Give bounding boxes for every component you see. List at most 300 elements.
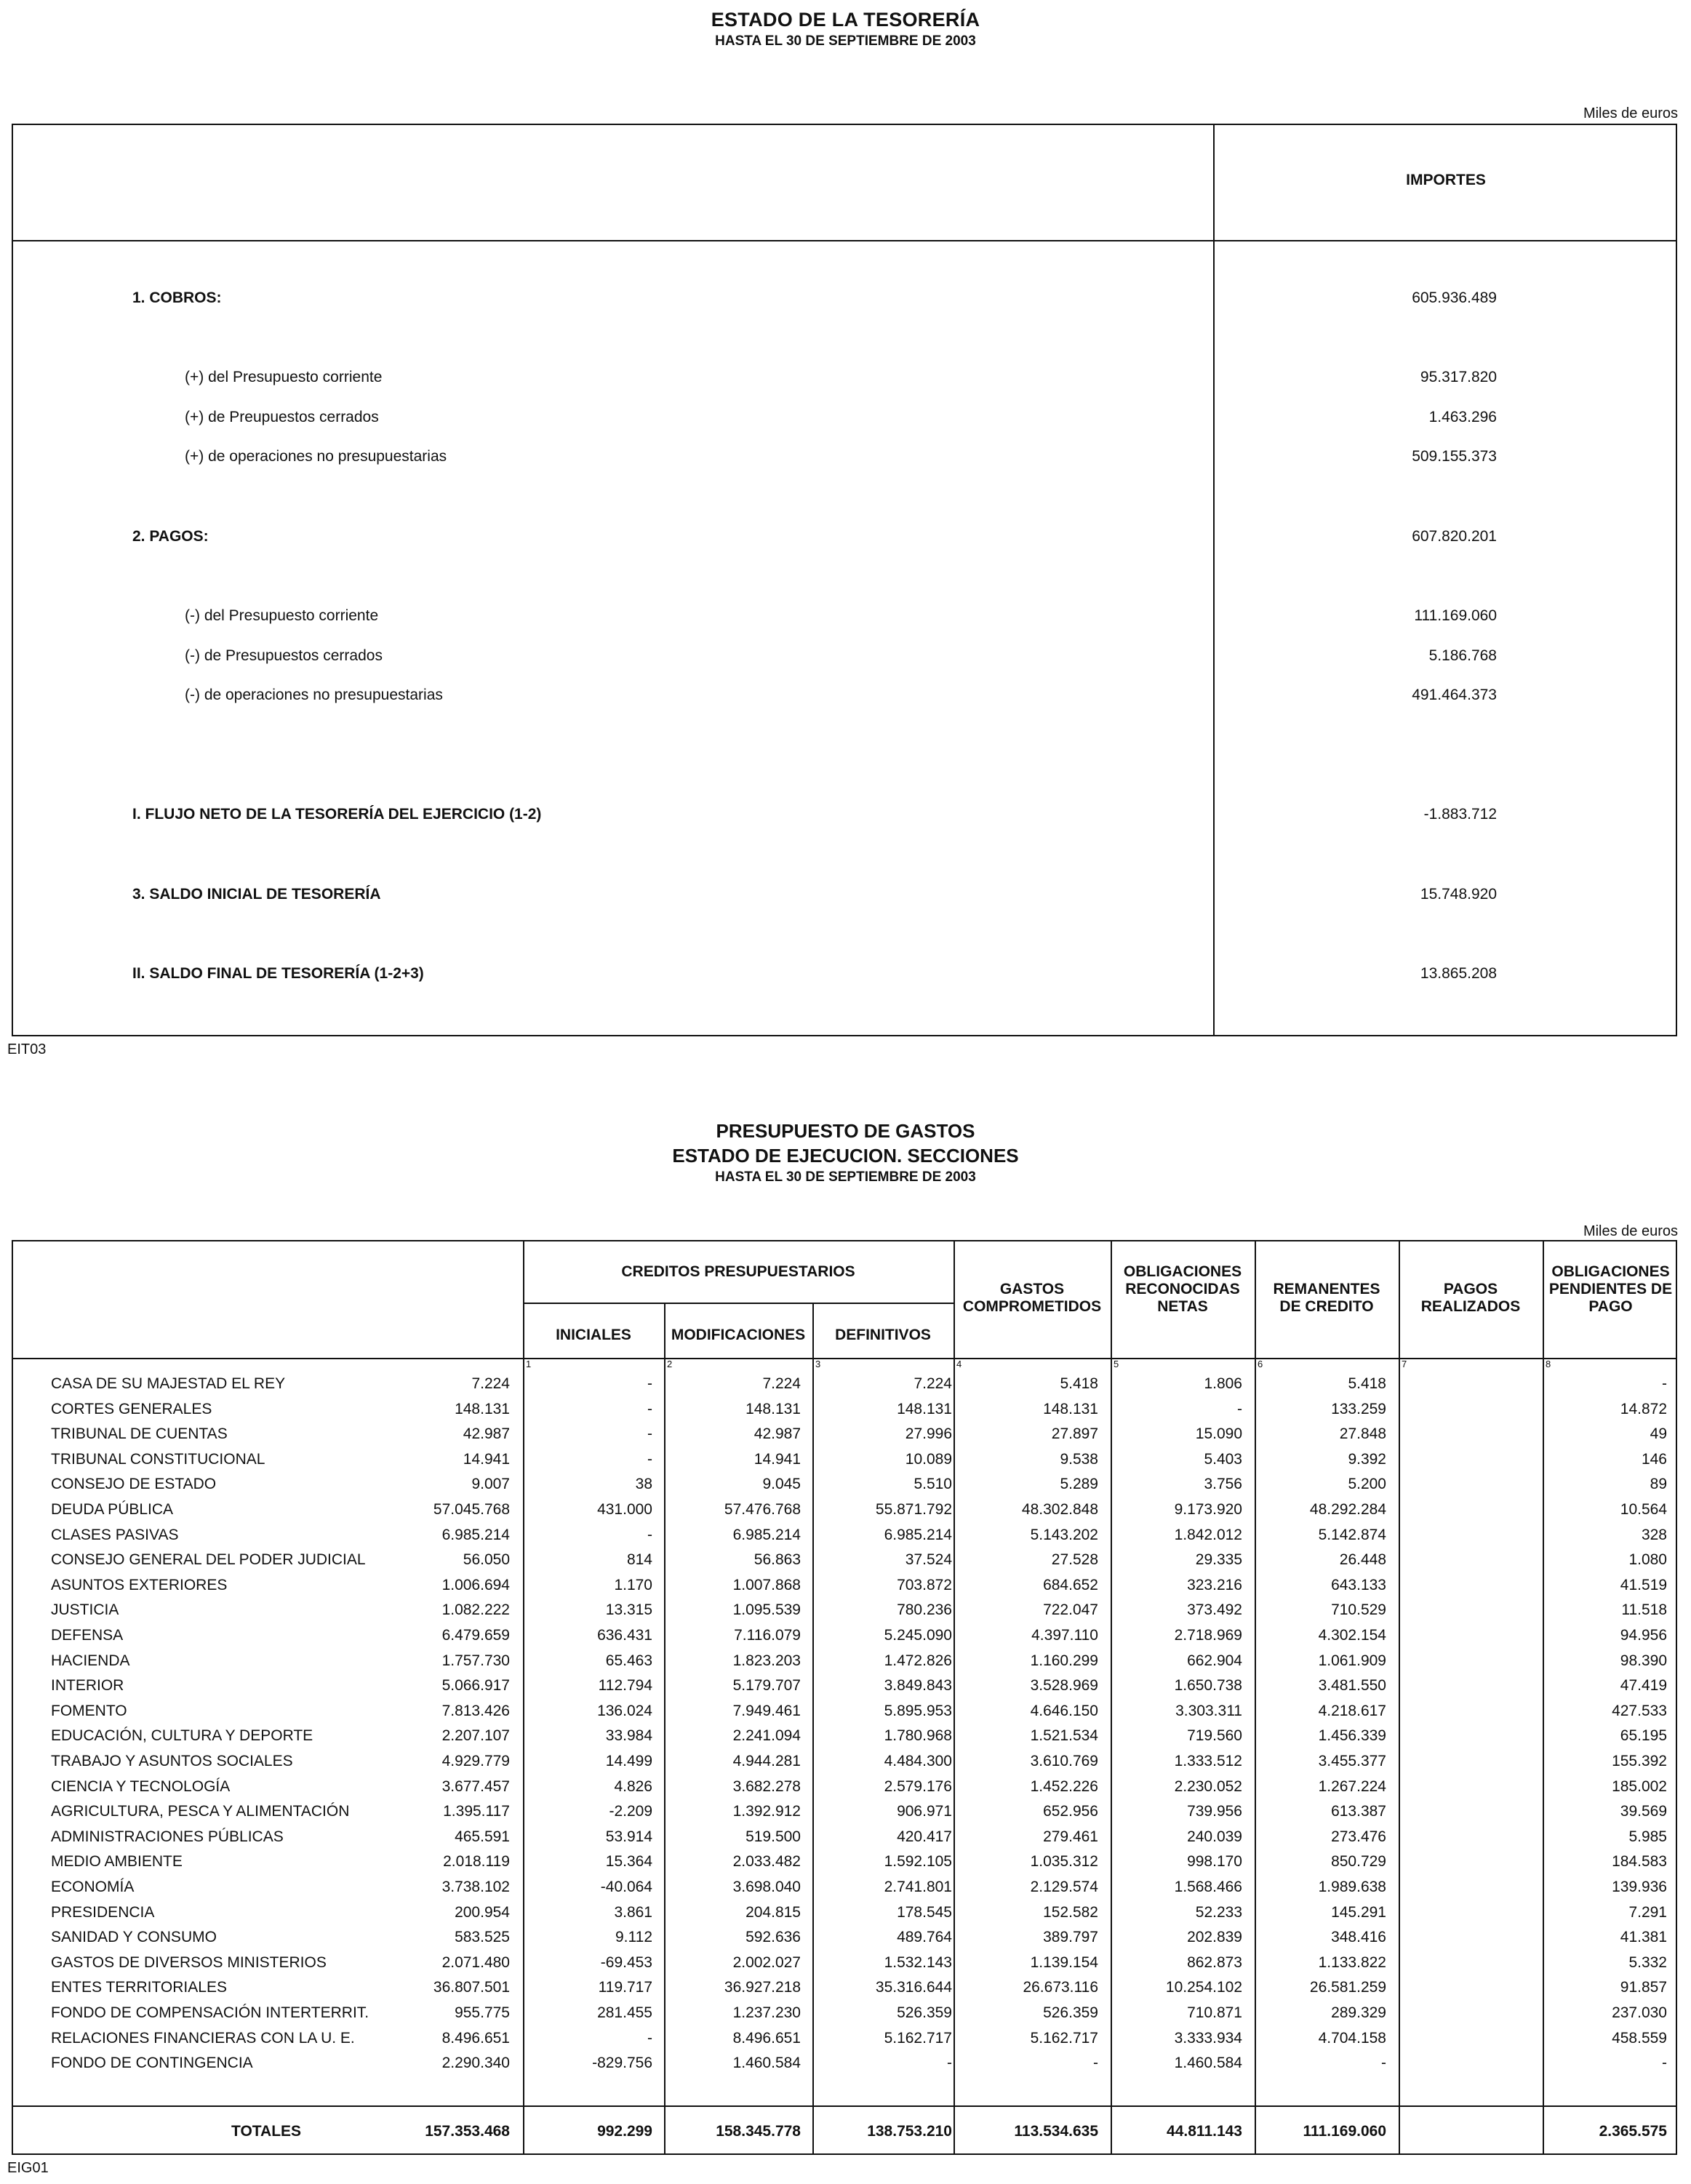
treasury-row: (+) de operaciones no presupuestarias 509.155.373	[185, 448, 1497, 465]
cell-value: 39.569	[1620, 1803, 1667, 1820]
section-name: ENTES TERRITORIALES	[51, 1979, 227, 1996]
cell-value: 7.813.426	[441, 1702, 510, 1719]
cell-value: 5.162.717	[1030, 2029, 1098, 2047]
cell-value: 89	[1650, 1476, 1667, 1493]
cell-value: 9.392	[1348, 1450, 1386, 1468]
section-name: TRIBUNAL DE CUENTAS	[51, 1425, 228, 1443]
cell-value: 27.897	[1051, 1425, 1098, 1443]
cell-value: 3.849.843	[884, 1677, 952, 1695]
cell-value: 4.944.281	[732, 1753, 801, 1769]
treasury-code: EIT03	[7, 1041, 47, 1057]
cell-value: 4.397.110	[1031, 1627, 1098, 1644]
section-name: CLASES PASIVAS	[51, 1526, 179, 1543]
table-row	[13, 2055, 1676, 2079]
cell-value: -829.756	[592, 2055, 652, 2072]
cell-value: 41.381	[1620, 1929, 1667, 1946]
cell-value: 1.823.203	[732, 1652, 801, 1669]
table-row	[13, 1476, 1676, 1500]
cell-value: 862.873	[1187, 1953, 1242, 1971]
cell-value: 2.018.119	[443, 1853, 510, 1871]
cell-value: 112.794	[598, 1677, 652, 1695]
cell-value: 65.195	[1620, 1727, 1667, 1745]
cell-value: 42.987	[753, 1425, 801, 1443]
cell-value: 202.839	[1187, 1929, 1242, 1946]
cell-value: -40.064	[600, 1879, 652, 1895]
cell-value: 1.095.539	[732, 1601, 801, 1619]
section-name: GASTOS DE DIVERSOS MINISTERIOS	[51, 1953, 327, 1971]
cell-value: 35.316.644	[875, 1979, 952, 1996]
cell-value: 906.971	[897, 1803, 952, 1820]
cell-value: 27.528	[1051, 1551, 1098, 1569]
cell-value: 145.291	[1331, 1903, 1386, 1921]
cell-value: 237.030	[1612, 2004, 1667, 2021]
cell-value: 152.582	[1043, 1903, 1098, 1921]
table-row	[13, 1753, 1676, 1777]
cell-value: 98.390	[1620, 1652, 1667, 1669]
table-row	[13, 1954, 1676, 1979]
cell-value: 1.082.222	[441, 1601, 510, 1619]
cell-value: 26.673.116	[1023, 1979, 1098, 1996]
cell-value: 48.302.848	[1021, 1501, 1098, 1518]
col-number: 5	[1114, 1359, 1119, 1369]
cell-value: 7.291	[1628, 1903, 1667, 1921]
gastos-comprometidos-header: GASTOS COMPROMETIDOS	[962, 1281, 1102, 1315]
cell-value: 1.007.868	[732, 1576, 801, 1593]
cell-value: 4.484.300	[884, 1753, 952, 1769]
cell-value: 710.871	[1187, 2004, 1242, 2021]
table-row	[13, 1375, 1676, 1400]
treasury-row: 3. SALDO INICIAL DE TESORERÍA 15.748.920	[132, 886, 1497, 903]
cell-value: 1.452.226	[1030, 1777, 1098, 1795]
section-name: JUSTICIA	[51, 1601, 119, 1619]
col-number: 8	[1546, 1359, 1551, 1369]
table-row	[13, 2030, 1676, 2055]
cell-value: 814	[626, 1551, 652, 1569]
table-row	[13, 1601, 1676, 1626]
treasury-units: Miles de euros	[1583, 105, 1678, 121]
cell-value: 26.448	[1339, 1551, 1386, 1569]
cell-value: -	[647, 1400, 652, 1417]
cell-value: 3.333.934	[1174, 2029, 1242, 2047]
iniciales-header: INICIALES	[556, 1327, 631, 1343]
cell-value: 1.395.117	[443, 1803, 510, 1820]
table-row	[13, 1652, 1676, 1677]
cell-value: 49	[1650, 1425, 1667, 1443]
cell-value: 48.292.284	[1309, 1501, 1386, 1518]
section-name: CORTES GENERALES	[51, 1400, 212, 1417]
cell-value: 240.039	[1187, 1828, 1242, 1845]
section-name: ECONOMÍA	[51, 1879, 135, 1895]
cell-value: 1.061.909	[1318, 1652, 1386, 1669]
cell-value: 178.545	[897, 1903, 952, 1921]
cell-value: 11.518	[1621, 1601, 1667, 1619]
cell-value: 7.949.461	[732, 1702, 801, 1719]
cell-value: 42.987	[463, 1425, 510, 1443]
cell-value: 1.460.584	[732, 2055, 801, 2072]
cell-value: 348.416	[1331, 1929, 1386, 1946]
cell-value: 6.985.214	[884, 1526, 952, 1543]
cell-value: 5.200	[1348, 1476, 1386, 1493]
cell-value: 4.826	[614, 1777, 652, 1795]
cell-value: 8.496.651	[732, 2029, 801, 2047]
cell-value: 489.764	[897, 1929, 952, 1946]
cell-value: 7.224	[762, 1375, 801, 1392]
cell-value: 2.129.574	[1030, 1879, 1098, 1895]
cell-value: 5.142.874	[1318, 1526, 1386, 1543]
cell-value: 1.237.230	[732, 2004, 801, 2021]
budget-units: Miles de euros	[1583, 1223, 1678, 1239]
cell-value: 1.456.339	[1318, 1727, 1386, 1745]
treasury-row: (-) de operaciones no presupuestarias 491.464.373	[185, 687, 1497, 703]
cell-value: -	[1237, 1400, 1242, 1417]
cell-value: 1.333.512	[1174, 1753, 1242, 1769]
cell-value: 65.463	[605, 1652, 652, 1669]
cell-value: 662.904	[1187, 1652, 1242, 1669]
table-row	[13, 1828, 1676, 1853]
cell-value: 133.259	[1331, 1400, 1386, 1417]
cell-value: 9.007	[471, 1476, 510, 1493]
cell-value: 1.170	[614, 1576, 652, 1593]
cell-value: 9.112	[615, 1929, 652, 1946]
cell-value: 519.500	[745, 1828, 801, 1845]
cell-value: 204.815	[745, 1903, 801, 1921]
cell-value: 184.583	[1612, 1853, 1667, 1871]
cell-value: 7.224	[914, 1375, 952, 1392]
section-name: TRABAJO Y ASUNTOS SOCIALES	[51, 1753, 293, 1769]
cell-value: 3.861	[614, 1903, 652, 1921]
cell-value: 719.560	[1187, 1727, 1242, 1745]
cell-value: 10.089	[905, 1450, 952, 1468]
cell-value: 139.936	[1612, 1879, 1667, 1895]
cell-value: 373.492	[1187, 1601, 1242, 1619]
cell-value: 5.895.953	[884, 1702, 952, 1719]
table-row	[13, 1677, 1676, 1702]
cell-value: 526.359	[1043, 2004, 1098, 2021]
table-row	[13, 1879, 1676, 1903]
cell-value: 57.476.768	[724, 1501, 801, 1518]
cell-value: 6.985.214	[441, 1526, 510, 1543]
budget-subtitle: HASTA EL 30 DE SEPTIEMBRE DE 2003	[715, 1169, 976, 1185]
cell-value: 15.090	[1195, 1425, 1242, 1443]
cell-value: 279.461	[1043, 1828, 1098, 1845]
cell-value: 5.418	[1348, 1375, 1386, 1392]
modificaciones-header: MODIFICACIONES	[671, 1327, 806, 1343]
table-row	[13, 1904, 1676, 1929]
cell-value: 703.872	[897, 1576, 952, 1593]
cell-value: 56.863	[753, 1551, 801, 1569]
cell-value: 14.941	[463, 1450, 510, 1468]
cell-value: 200.954	[455, 1903, 510, 1921]
table-row	[13, 1627, 1676, 1652]
cell-value: 998.170	[1187, 1853, 1242, 1871]
cell-value: 2.241.094	[732, 1727, 801, 1745]
cell-value: 119.717	[598, 1979, 652, 1996]
table-row	[13, 1703, 1676, 1727]
cell-value: 281.455	[597, 2004, 652, 2021]
cell-value: 3.756	[1204, 1476, 1242, 1493]
cell-value: 5.332	[1628, 1953, 1667, 1971]
cell-value: 1.392.912	[732, 1803, 801, 1820]
cell-value: 2.033.482	[732, 1853, 801, 1871]
cell-value: 55.871.792	[875, 1501, 952, 1518]
cell-value: 652.956	[1043, 1803, 1098, 1820]
cell-value: 431.000	[597, 1501, 652, 1518]
cell-value: 1.842.012	[1174, 1526, 1242, 1543]
table-row	[13, 1727, 1676, 1752]
cell-value: 9.045	[762, 1476, 801, 1493]
cell-value: 27.996	[905, 1425, 952, 1443]
cell-value: 722.047	[1043, 1601, 1098, 1619]
budget-table: CREDITOS PRESUPUESTARIOS INICIALES MODIFICACIONES DEFINITIVOS GASTOS COMPROMETIDOS OBLIGACIONES RECONOCIDAS NETAS REMANENTES DE CREDITO PAGOS REALIZADOS OBLIGACIONES PENDIENTES DE PAGO 1 2 3 4 5 6 7 8 CASA DE SU MAJESTAD EL REY 7.224 - 7.224 7.224 5.418 1.806 5.418 - CORTES GENERALES 148.131 - 148.131 148.131 148.131 - 133.259 14.872 TRIBUNAL DE CUENTAS 42.987 - 42.987 27.996 27.897 15.090 27.848 49 TRIBUNAL CONSTITUCIONAL 14.941 - 14.941 10.089 9.538 5.403 9.392 146 CONSEJO DE ESTADO 9.007 38 9.045 5.510 5.289 3.756 5.200 89 DEUDA PÚBLICA 57.045.768 431.000 57.476.768 55.871.792 48.302.848 9.173.920 48.292.284 10.564 CLASES PASIVAS 6.985.214 - 6.985.214 6.985.214 5.143.202 1.842.012 5.142.874 328 CONSEJO GENERAL DEL PODER JUDICIAL 56.050 814 56.863 37.524 27.528 29.335 26.448 1.080 ASUNTOS EXTERIORES 1.006.694 1.170 1.007.868 703.872 684.652 323.216 643.133 41.519 JUSTICIA 1.082.222 13.315 1.095.539 780.236 722.047 373.492 710.529 11.518 DEFENSA 6.479.659 636.431 7.116.079 5.245.090 4.397.110 2.718.969 4.302.154 94.956 HACIENDA 1.757.730 65.463 1.823.203 1.472.826 1.160.299 662.904 1.061.909 98.390 INTERIOR 5.066.917 112.794 5.179.707 3.849.843 3.528.969 1.650.738 3.481.550 47.419 FOMENTO 7.813.426 136.024 7.949.461 5.895.953 4.646.150 3.303.311 4.218.617 427.533 EDUCACIÓN, CULTURA Y DEPORTE 2.207.107 33.984 2.241.094 1.780.968 1.521.534 719.560 1.456.339 65.195 TRABAJO Y ASUNTOS SOCIALES 4.929.779 14.499 4.944.281 4.484.300 3.610.769 1.333.512 3.455.377 155.392 CIENCIA Y TECNOLOGÍA 3.677.457 4.826 3.682.278 2.579.176 1.452.226 2.230.052 1.267.224 185.002 AGRICULTURA, PESCA Y ALIMENTACIÓN 1.395.117 -2.209 1.392.912 906.971 652.956 739.956 613.387 39.569 ADMINISTRACIONES PÚBLICAS 465.591 53.914 519.500 420.417 279.461 240.039 273.476 5.985 MEDIO AMBIENTE 2.018.119 15.364 2.033.482 1.592.105 1.035.312 998.170 850.729 184.583 ECONOMÍA 3.738.102 -40.064 3.698.040 2.741.801 2.129.574 1.568.466 1.989.638 139.936 PRESIDENCIA 200.954 3.861 204.815 178.545 152.582 52.233 145.291 7.291 SANIDAD Y CONSUMO 583.525 9.112 592.636 489.764 389.797 202.839 348.416 41.381 GASTOS DE DIVERSOS MINISTERIOS 2.071.480 -69.453 2.002.027 1.532.143 1.139.154 862.873 1.133.822 5.332 ENTES TERRITORIALES 36.807.501 119.717 36.927.218 35.316.644 26.673.116 10.254.102 26.581.259 91.857 FONDO DE COMPENSACIÓN INTERTERRIT. 955.775 281.455 1.237.230 526.359 526.359 710.871 289.329 237.030 RELACIONES FINANCIERAS CON LA U. E. 8.496.651 - 8.496.651 5.162.717 5.162.717 3.333.934 4.704.158 458.559 FONDO DE CONTINGENCIA 2.290.340 -829.756 1.460.584 - - 1.460.584 - - TOTALES 157.353.468 992.299 158.345.778 138.753.210 113.534.635 44.811.143 111.169.060 2.365.575	[12, 1240, 1677, 2155]
table-row	[13, 1551, 1676, 1576]
budget-title: PRESUPUESTO DE GASTOS	[716, 1120, 975, 1142]
cell-value: 2.230.052	[1174, 1777, 1242, 1795]
table-row	[13, 1401, 1676, 1425]
treasury-row: 2. PAGOS: 607.820.201	[132, 528, 1497, 545]
treasury-row: (+) de Preupuestos cerrados 1.463.296	[185, 409, 1497, 425]
section-name: CIENCIA Y TECNOLOGÍA	[51, 1777, 231, 1795]
treasury-subtitle: HASTA EL 30 DE SEPTIEMBRE DE 2003	[715, 33, 976, 49]
col-number: 2	[667, 1359, 673, 1369]
cell-value: -	[647, 1526, 652, 1543]
cell-value: 5.066.917	[441, 1677, 510, 1695]
cell-value: 148.131	[897, 1400, 952, 1417]
cell-value: -69.453	[600, 1953, 652, 1971]
cell-value: 2.290.340	[441, 2055, 510, 2072]
section-name: MEDIO AMBIENTE	[51, 1853, 183, 1871]
cell-value: 36.807.501	[433, 1979, 510, 1996]
section-name: CONSEJO GENERAL DEL PODER JUDICIAL	[51, 1551, 366, 1569]
cell-value: 3.698.040	[732, 1879, 801, 1895]
cell-value: -	[1662, 2055, 1667, 2072]
table-row	[13, 1425, 1676, 1450]
section-name: FOMENTO	[51, 1702, 127, 1719]
cell-value: -	[647, 1375, 652, 1392]
cell-value: 52.233	[1195, 1903, 1242, 1921]
cell-value: 2.207.107	[441, 1727, 510, 1745]
treasury-row: (-) de Presupuestos cerrados 5.186.768	[185, 647, 1497, 664]
cell-value: 2.071.480	[441, 1953, 510, 1971]
cell-value: 5.245.090	[884, 1627, 952, 1644]
section-name: PRESIDENCIA	[51, 1903, 155, 1921]
cell-value: 323.216	[1187, 1576, 1242, 1593]
cell-value: 15.364	[605, 1853, 652, 1871]
cell-value: -	[1381, 2055, 1386, 2072]
treasury-table	[12, 124, 1677, 1036]
cell-value: 1.035.312	[1030, 1853, 1098, 1871]
section-name: FONDO DE COMPENSACIÓN INTERTERRIT.	[51, 2004, 369, 2021]
cell-value: 29.335	[1195, 1551, 1242, 1569]
cell-value: 10.254.102	[1165, 1979, 1242, 1996]
cell-value: 53.914	[605, 1828, 652, 1845]
section-name: DEUDA PÚBLICA	[51, 1501, 174, 1518]
cell-value: 3.677.457	[441, 1777, 510, 1795]
col-number: 4	[956, 1359, 962, 1369]
table-row	[13, 1853, 1676, 1878]
cell-value: 14.872	[1620, 1400, 1667, 1417]
cell-value: 3.528.969	[1030, 1677, 1098, 1695]
cell-value: 1.757.730	[441, 1652, 510, 1669]
cell-value: -	[1662, 1375, 1667, 1392]
cell-value: 1.592.105	[884, 1853, 952, 1871]
cell-value: 643.133	[1331, 1576, 1386, 1593]
cell-value: 56.050	[463, 1551, 510, 1569]
cell-value: -2.209	[609, 1803, 652, 1820]
cell-value: 1.160.299	[1030, 1652, 1098, 1669]
cell-value: 148.131	[745, 1400, 801, 1417]
section-name: EDUCACIÓN, CULTURA Y DEPORTE	[51, 1727, 313, 1745]
section-name: FONDO DE CONTINGENCIA	[51, 2055, 253, 2072]
cell-value: 1.806	[1204, 1375, 1242, 1392]
section-name: HACIENDA	[51, 1652, 130, 1669]
totals-label: TOTALES	[231, 2123, 302, 2140]
cell-value: 9.538	[1060, 1450, 1098, 1468]
cell-value: 1.989.638	[1318, 1879, 1386, 1895]
cell-value: 1.139.154	[1030, 1953, 1098, 1971]
section-name: CASA DE SU MAJESTAD EL REY	[51, 1375, 286, 1392]
cell-value: 780.236	[897, 1601, 952, 1619]
cell-value: 37.524	[905, 1551, 952, 1569]
cell-value: 2.718.969	[1174, 1627, 1242, 1644]
cell-value: 1.780.968	[884, 1727, 952, 1745]
cell-value: 1.650.738	[1174, 1677, 1242, 1695]
section-name: SANIDAD Y CONSUMO	[51, 1929, 217, 1946]
cell-value: 710.529	[1331, 1601, 1386, 1619]
section-name: RELACIONES FINANCIERAS CON LA U. E.	[51, 2029, 355, 2047]
cell-value: 5.289	[1060, 1476, 1098, 1493]
table-row	[13, 1929, 1676, 1953]
cell-value: 41.519	[1620, 1576, 1667, 1593]
obligaciones-reconocidas-header: OBLIGACIONES RECONOCIDAS NETAS	[1123, 1263, 1242, 1315]
table-row	[13, 1778, 1676, 1803]
cell-value: 583.525	[455, 1929, 510, 1946]
cell-value: 5.143.202	[1030, 1526, 1098, 1543]
cell-value: 47.419	[1620, 1677, 1667, 1695]
cell-value: -	[647, 2029, 652, 2047]
cell-value: 148.131	[1043, 1400, 1098, 1417]
cell-value: 4.302.154	[1318, 1627, 1386, 1644]
cell-value: -	[1093, 2055, 1098, 2072]
cell-value: 4.704.158	[1318, 2029, 1386, 2047]
budget-title-2: ESTADO DE EJECUCION. SECCIONES	[672, 1145, 1019, 1167]
cell-value: 739.956	[1187, 1803, 1242, 1820]
cell-value: 14.499	[605, 1753, 652, 1769]
col-number: 3	[815, 1359, 821, 1369]
cell-value: 5.418	[1060, 1375, 1098, 1392]
cell-value: 289.329	[1331, 2004, 1386, 2021]
cell-value: 526.359	[897, 2004, 952, 2021]
cell-value: 1.080	[1628, 1551, 1667, 1569]
table-row	[13, 1527, 1676, 1551]
cell-value: 1.521.534	[1030, 1727, 1098, 1745]
cell-value: 1.006.694	[441, 1576, 510, 1593]
cell-value: 7.116.079	[734, 1627, 801, 1644]
cell-value: 6.985.214	[732, 1526, 801, 1543]
cell-value: 4.929.779	[441, 1753, 510, 1769]
cell-value: 465.591	[455, 1828, 510, 1845]
remanentes-credito-header: REMANENTES DE CREDITO	[1273, 1281, 1380, 1315]
cell-value: 3.738.102	[441, 1879, 510, 1895]
cell-value: 4.646.150	[1030, 1702, 1098, 1719]
cell-value: 10.564	[1620, 1501, 1667, 1518]
cell-value: 5.403	[1204, 1450, 1242, 1468]
col-number: 6	[1258, 1359, 1263, 1369]
definitivos-header: DEFINITIVOS	[835, 1327, 931, 1343]
pagos-realizados-header: PAGOS REALIZADOS	[1420, 1281, 1521, 1315]
cell-value: 1.133.822	[1318, 1953, 1386, 1971]
cell-value: 613.387	[1331, 1803, 1386, 1820]
cell-value: 3.303.311	[1175, 1702, 1242, 1719]
treasury-title: ESTADO DE LA TESORERÍA	[711, 9, 980, 31]
cell-value: 2.741.801	[884, 1879, 952, 1895]
table-row	[13, 1451, 1676, 1476]
cell-value: 57.045.768	[433, 1501, 510, 1518]
cell-value: 8.496.651	[441, 2029, 510, 2047]
cell-value: 458.559	[1612, 2029, 1667, 2047]
cell-value: 26.581.259	[1309, 1979, 1386, 1996]
cell-value: 636.431	[597, 1627, 652, 1644]
cell-value: 592.636	[745, 1929, 801, 1946]
cell-value: 185.002	[1612, 1777, 1667, 1795]
cell-value: 5.510	[914, 1476, 952, 1493]
obligaciones-pendientes-header: OBLIGACIONES PENDIENTES DE PAGO	[1548, 1263, 1673, 1315]
treasury-row: (+) del Presupuesto corriente 95.317.820	[185, 369, 1497, 385]
cell-value: 27.848	[1339, 1425, 1386, 1443]
cell-value: -	[947, 2055, 952, 2072]
cell-value: 3.455.377	[1318, 1753, 1386, 1769]
importes-header: IMPORTES	[1406, 172, 1486, 188]
cell-value: -	[647, 1450, 652, 1468]
cell-value: 136.024	[597, 1702, 652, 1719]
cell-value: 5.162.717	[884, 2029, 952, 2047]
cell-value: 33.984	[605, 1727, 652, 1745]
creditos-presupuestarios-header: CREDITOS PRESUPUESTARIOS	[621, 1263, 855, 1280]
table-row	[13, 1577, 1676, 1601]
cell-value: 5.985	[1628, 1828, 1667, 1845]
budget-code: EIG01	[7, 2160, 49, 2176]
cell-value: 389.797	[1043, 1929, 1098, 1946]
cell-value: 3.682.278	[732, 1777, 801, 1795]
section-name: TRIBUNAL CONSTITUCIONAL	[51, 1450, 265, 1468]
section-name: ASUNTOS EXTERIORES	[51, 1576, 228, 1593]
cell-value: 14.941	[753, 1450, 801, 1468]
section-name: INTERIOR	[51, 1677, 124, 1695]
cell-value: 13.315	[605, 1601, 652, 1619]
cell-value: 91.857	[1620, 1979, 1667, 1996]
cell-value: 1.267.224	[1318, 1777, 1386, 1795]
cell-value: 3.610.769	[1030, 1753, 1098, 1769]
cell-value: 955.775	[455, 2004, 510, 2021]
cell-value: 1.472.826	[884, 1652, 952, 1669]
cell-value: 3.481.550	[1318, 1677, 1386, 1695]
cell-value: 684.652	[1043, 1576, 1098, 1593]
cell-value: 148.131	[455, 1400, 510, 1417]
cell-value: 1.532.143	[884, 1953, 952, 1971]
col-number: 7	[1402, 1359, 1407, 1369]
section-name: CONSEJO DE ESTADO	[51, 1476, 217, 1493]
treasury-row: II. SALDO FINAL DE TESORERÍA (1-2+3) 13.865.208	[132, 965, 1497, 982]
cell-value: 420.417	[897, 1828, 952, 1845]
table-row	[13, 1979, 1676, 2004]
treasury-row: (-) del Presupuesto corriente 111.169.060	[185, 607, 1497, 624]
cell-value: 146	[1641, 1450, 1667, 1468]
treasury-row: 1. COBROS: 605.936.489	[132, 289, 1497, 306]
cell-value: 850.729	[1331, 1853, 1386, 1871]
cell-value: 2.002.027	[732, 1953, 801, 1971]
table-row	[13, 2004, 1676, 2029]
table-row	[13, 1501, 1676, 1526]
treasury-row: I. FLUJO NETO DE LA TESORERÍA DEL EJERCICIO (1-2) -1.883.712	[132, 806, 1497, 823]
